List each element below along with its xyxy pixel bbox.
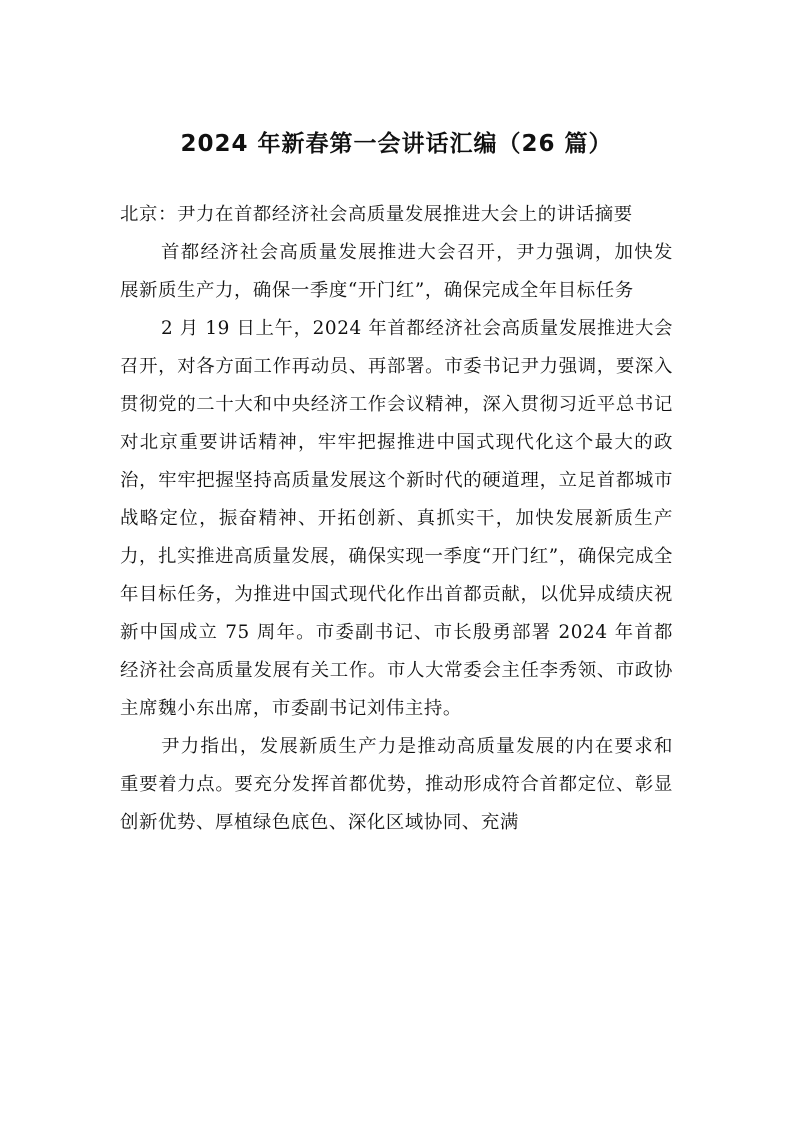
body-paragraph: 2 月 19 日上午，2024 年首都经济社会高质量发展推进大会召开，对各方面工作再动员、再部署。市委书记尹力强调，要深入贯彻党的二十大和中央经济工作会议精神，深入贯彻习近平总书记对北京重要讲话精神，牢牢把握推进中国式现代化这个最大的政治，牢牢把握坚持高质量发展这个新时代的硬道理，立足首都城市战略定位，振奋精神、开拓创新、真抓实干，加快发展新质生产力，扎实推进高质量发展，确保实现一季度“开门红”，确保完成全年目标任务，为推进中国式现代化作出首都贡献，以优异成绩庆祝新中国成立 75 周年。市委副书记、市长殷勇部署 2024 年首都经济社会高质量发展有关工作。市人大常委会主任李秀领、市政协主席魏小东出席，市委副书记刘伟主持。 <box>120 318 673 719</box>
body-paragraph: 尹力指出，发展新质生产力是推动高质量发展的内在要求和重要着力点。要充分发挥首都优势，推动形成符合首都定位、彰显创新优势、厚植绿色底色、深化区域协同、充满 <box>120 736 673 833</box>
document-title: 2024 年新春第一会讲话汇编（26 篇） <box>180 131 613 157</box>
section-heading-paragraph: 北京：尹力在首都经济社会高质量发展推进大会上的讲话摘要 <box>120 204 633 225</box>
summary-paragraph: 首都经济社会高质量发展推进大会召开，尹力强调，加快发展新质生产力，确保一季度“开门红”，确保完成全年目标任务 <box>120 242 673 301</box>
document-body <box>120 196 673 842</box>
